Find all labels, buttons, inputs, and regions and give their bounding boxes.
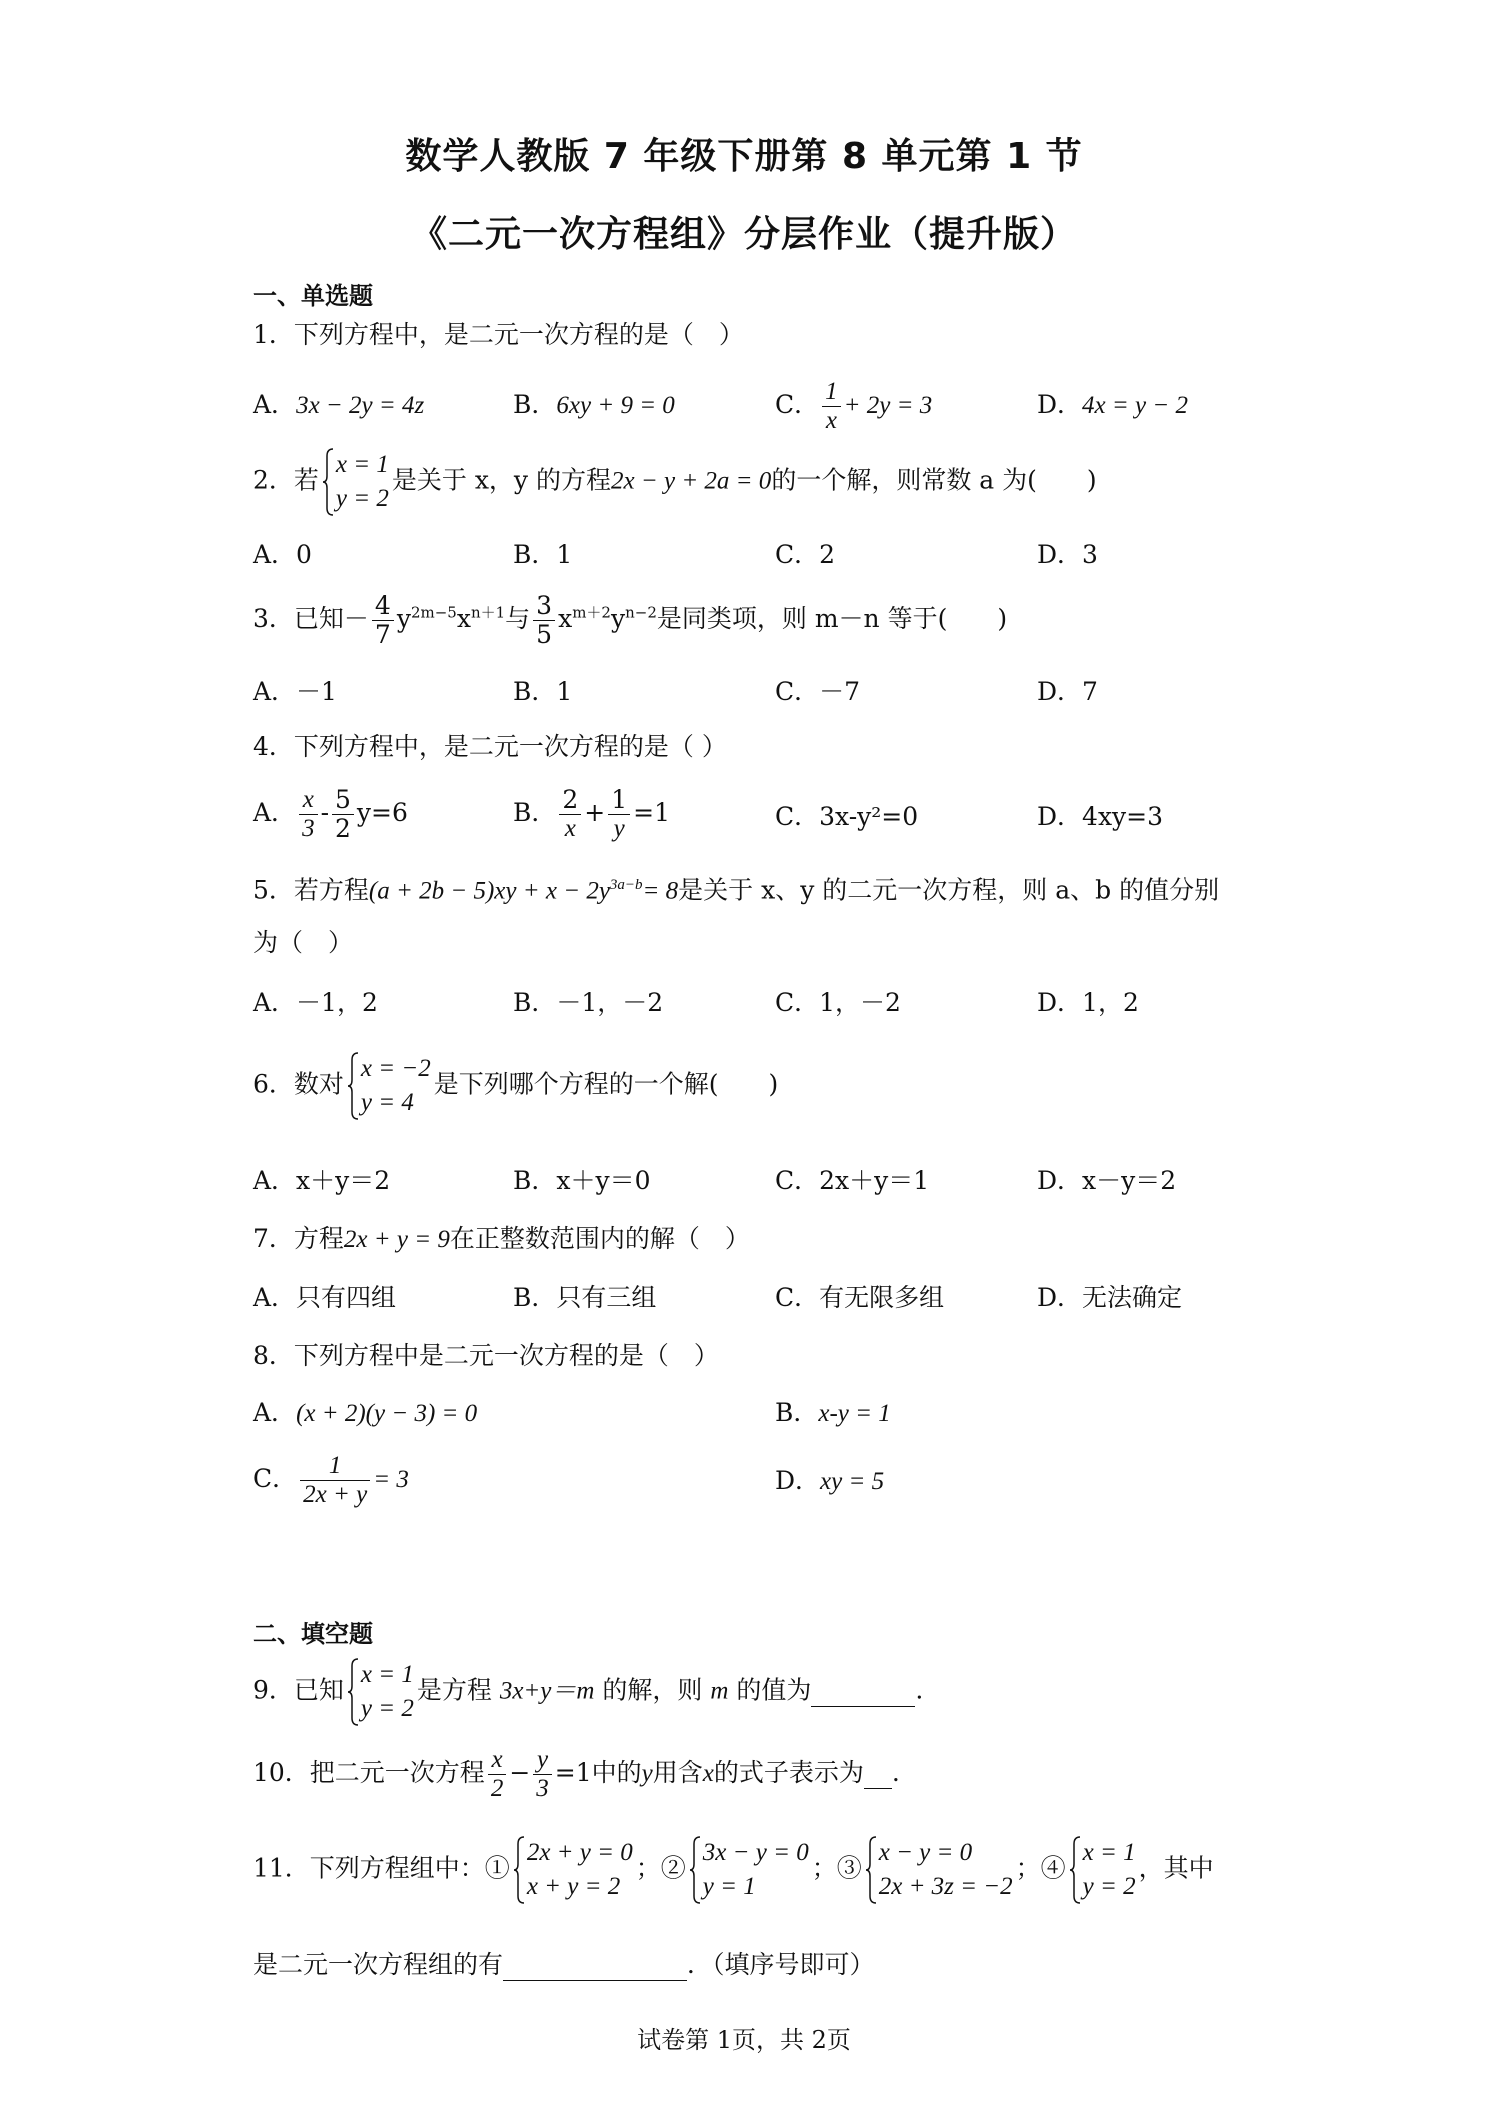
section-heading-single-choice: 一、单选题	[253, 282, 373, 310]
question-2-option-c: C．2	[775, 540, 836, 569]
question-1-stem: 1．下列方程中，是二元一次方程的是（ ）	[253, 320, 744, 349]
brace-icon	[322, 448, 334, 516]
title-line-2: 《二元一次方程组》分层作业（提升版）	[410, 214, 1077, 255]
question-8-option-d: D．xy = 5	[775, 1466, 885, 1495]
question-1-option-a: A．3x − 2y = 4z	[253, 390, 425, 419]
equation-system: x = −2 y = 4	[347, 1052, 431, 1120]
question-1-option-d: D．4x = y − 2	[1037, 390, 1188, 419]
equation-system: x = 1 y = 2	[322, 448, 389, 516]
question-8-stem: 8．下列方程中是二元一次方程的是（ ）	[253, 1341, 719, 1370]
question-8-option-b: B．x-y = 1	[775, 1398, 891, 1427]
equation-system: x = 1 y = 2	[347, 1658, 414, 1726]
question-8-option-c: C． $\frac{1}{2x + y}$ = 3	[253, 1452, 409, 1508]
question-5-stem-line-2: 为（ ）	[253, 928, 354, 957]
question-5-option-c: C．1，－2	[775, 988, 901, 1017]
question-5-option-b: B．－1，－2	[513, 988, 664, 1017]
question-5-stem: 5．若方程$(a + 2b - 5)xy + x - 2y^{3a-b}= 8$是关于 x、y 的二元一次方程，则 a、b 的值分别	[253, 875, 1220, 905]
question-6-option-b: B．x＋y＝0	[513, 1166, 651, 1195]
title-line-1: 数学人教版 7 年级下册第 8 单元第 1 节	[405, 136, 1083, 177]
section-heading-fill-in: 二、填空题	[253, 1620, 373, 1648]
question-4-option-d: D．4xy=3	[1037, 802, 1164, 831]
question-7-stem: 7．方程2x + y = 9在正整数范围内的解（ ）	[253, 1224, 750, 1253]
equation-system: 2x + y = 0 x + y = 2	[513, 1836, 633, 1904]
question-5-option-a: A．－1，2	[253, 988, 378, 1017]
question-6-option-d: D．x－y＝2	[1037, 1166, 1177, 1195]
brace-icon	[513, 1836, 525, 1904]
question-3-option-d: D．7	[1037, 677, 1098, 706]
equation-system: x − y = 0 2x + 3z = −2	[865, 1836, 1013, 1904]
question-3-option-c: C．－7	[775, 677, 861, 706]
question-8-option-a: A．(x + 2)(y − 3) = 0	[253, 1398, 478, 1427]
brace-icon	[865, 1836, 877, 1904]
question-10-stem: 10．把二元一次方程 $\frac{x}{2}$ − $\frac{y}{3}$ =1中的y用含x的式子表示为 .	[253, 1746, 900, 1802]
question-1-option-c: C． $\frac{1}{x}$ + 2y = 3	[775, 378, 933, 434]
equation-system: x = 1 y = 2	[1069, 1836, 1136, 1904]
question-3-stem: 3．已知－ $\frac{4}{7}$ $y^{2m-5}x^{n+1}$与 $\frac{3}{5}$ $x^{m+2}y^{n-2}$是同类项，则 m－n 等于( )	[253, 591, 1008, 649]
answer-blank[interactable]	[864, 1758, 892, 1789]
question-4-option-a: A． $\frac{x}{3}$ - $\frac{5}{2}$ y=6	[253, 785, 408, 843]
question-3-option-a: A．－1	[253, 677, 337, 706]
question-6-option-c: C．2x＋y＝1	[775, 1166, 930, 1195]
brace-icon	[1069, 1836, 1081, 1904]
answer-blank[interactable]	[811, 1676, 915, 1707]
question-7-option-b: B．只有三组	[513, 1283, 657, 1312]
question-1-option-b: B．6xy + 9 = 0	[513, 390, 675, 419]
equation-system: 3x − y = 0 y = 1	[689, 1836, 809, 1904]
question-4-option-c: C．3x-y²=0	[775, 802, 919, 831]
page-footer: 试卷第 1页，共 2页	[637, 2026, 851, 2054]
question-2-stem: 2．若 x = 1 y = 2 是关于 x，y 的方程2x − y + 2a = 0的一个解，则常数 a 为( )	[253, 448, 1097, 516]
question-7-option-a: A．只有四组	[253, 1283, 397, 1312]
question-6-option-a: A．x＋y＝2	[253, 1166, 391, 1195]
question-2-option-a: A．0	[253, 540, 312, 569]
question-2-option-b: B．1	[513, 540, 573, 569]
question-11-stem: 11．下列方程组中：① 2x + y = 0 x + y = 2 ；② 3x − y = 0 y = 1 ；③ x − y = 0 2x + 3z = −2 ；④ x = 1 y = 2 ，其中	[253, 1836, 1214, 1904]
brace-icon	[689, 1836, 701, 1904]
brace-icon	[347, 1658, 359, 1726]
question-9-stem: 9．已知 x = 1 y = 2 是方程 3x+y＝m 的解，则 m 的值为 .	[253, 1658, 923, 1726]
answer-blank[interactable]	[503, 1950, 687, 1981]
question-5-option-d: D．1，2	[1037, 988, 1139, 1017]
brace-icon	[347, 1052, 359, 1120]
question-7-option-c: C．有无限多组	[775, 1283, 945, 1312]
question-6-stem: 6．数对 x = −2 y = 4 是下列哪个方程的一个解( )	[253, 1052, 778, 1120]
question-3-option-b: B．1	[513, 677, 573, 706]
question-2-option-d: D．3	[1037, 540, 1098, 569]
question-4-stem: 4．下列方程中，是二元一次方程的是（ ）	[253, 732, 727, 761]
question-4-option-b: B． $\frac{2}{x}$ + $\frac{1}{y}$ =1	[513, 785, 670, 842]
question-11-stem-line-2: 是二元一次方程组的有 ．（填序号即可）	[253, 1950, 875, 1979]
question-7-option-d: D．无法确定	[1037, 1283, 1183, 1312]
